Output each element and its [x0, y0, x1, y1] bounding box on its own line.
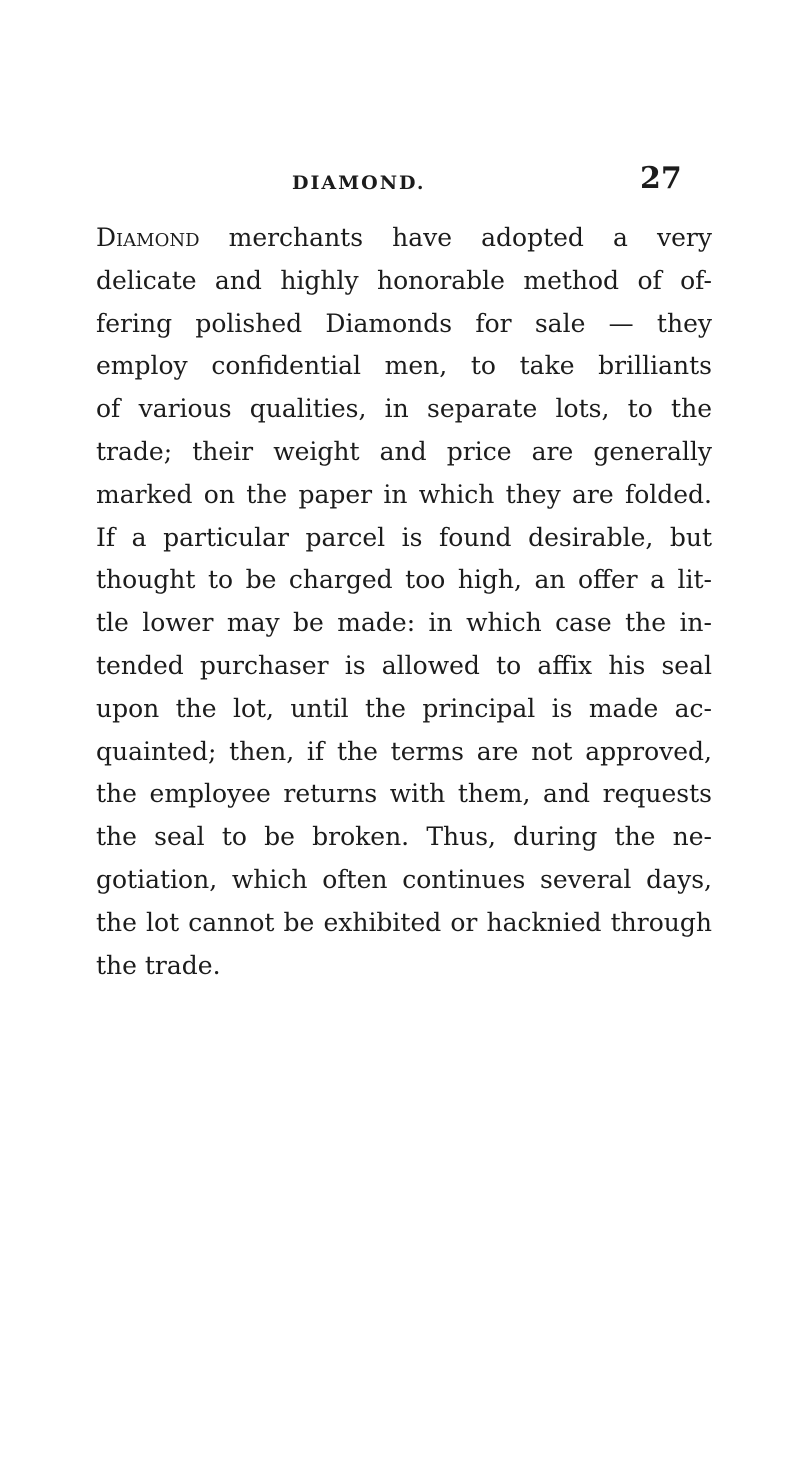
page-number: 27	[640, 161, 682, 196]
paragraph-line: the employee returns with them, and requests	[96, 779, 712, 809]
paragraph-line: quainted; then, if the terms are not approved,	[96, 736, 712, 766]
paragraph-line: the trade.	[96, 950, 221, 980]
paragraph-line: fering polished Diamonds for sale — they	[96, 308, 712, 338]
paragraph-line: of various qualities, in separate lots, to the	[96, 394, 712, 424]
paragraph-line: delicate and highly honorable method of of-	[96, 265, 712, 295]
paragraph-line: gotiation, which often continues several days,	[96, 864, 712, 894]
paragraph-line: employ confidential men, to take brilliants	[96, 351, 712, 381]
drop-word: Diamond	[96, 223, 200, 252]
paragraph-line: tle lower may be made: in which case the in-	[96, 608, 712, 638]
paragraph-line: upon the lot, until the principal is made ac-	[96, 693, 712, 723]
paragraph-line: the seal to be broken. Thus, during the ne-	[96, 822, 712, 852]
paragraph-line: thought to be charged too high, an offer a lit-	[96, 565, 712, 595]
paragraph-line: the lot cannot be exhibited or hacknied through	[96, 907, 712, 937]
body-paragraph	[96, 217, 712, 987]
paragraph-line-text: merchants have adopted a very	[199, 223, 712, 252]
paragraph-line	[96, 217, 712, 260]
running-head: DIAMOND.	[292, 172, 426, 194]
paragraph-line: trade; their weight and price are generally	[96, 436, 712, 466]
paragraph-line: marked on the paper in which they are folded.	[96, 479, 712, 509]
paragraph-line: If a particular parcel is found desirable, but	[96, 522, 712, 552]
paragraph-line: tended purchaser is allowed to affix his seal	[96, 650, 712, 680]
